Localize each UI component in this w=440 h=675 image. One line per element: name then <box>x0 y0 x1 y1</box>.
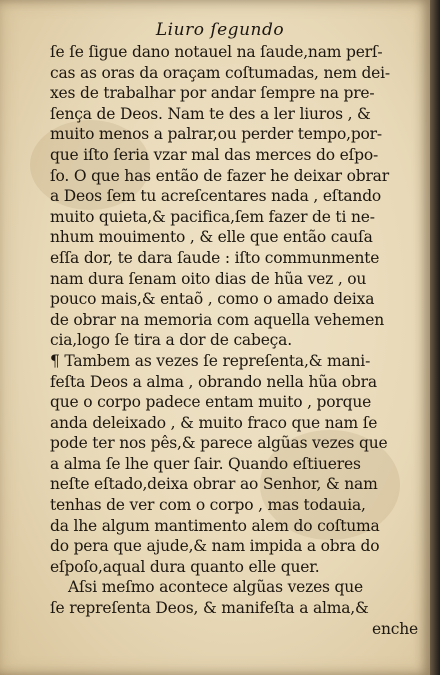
text-line: cia,logo ſe tira a dor de cabeça. <box>50 331 292 350</box>
text-line: eſſa dor, te dara ſaude : iſto communmente <box>50 248 380 267</box>
running-head: Liuro ſegundo <box>155 20 285 40</box>
text-line: pode ter nos pês,& parece algũas vezes que <box>50 434 388 453</box>
text-line: a alma ſe lhe quer ſair. Quando eſtiueres <box>50 454 361 473</box>
text-line: que iſto ſeria vzar mal das merces do eſpo- <box>50 145 378 164</box>
text-line: xes de trabalhar por andar ſempre na pre- <box>50 84 375 103</box>
text-line: feſta Deos a alma , obrando nella hũa obra <box>50 372 377 391</box>
text-line: neſte eſtado,deixa obrar ao Senhor, & nam <box>50 475 378 494</box>
page-edge <box>430 0 440 675</box>
text-line: que o corpo padece entam muito , porque <box>50 393 372 412</box>
text-line: muito menos a palrar,ou perder tempo,por- <box>50 125 382 144</box>
text-line: eſpoſo,aqual dura quanto elle quer. <box>50 557 320 576</box>
paragraph-start-line: Aſsi meſmo acontece algũas vezes que <box>68 578 364 597</box>
text-line: ſe repreſenta Deos, & manifeſta a alma,& <box>50 599 369 618</box>
text-line: tenhas de ver com o corpo , mas todauia, <box>50 496 366 515</box>
text-block <box>50 42 418 639</box>
text-line: da lhe algum mantimento alem do coſtuma <box>50 516 380 535</box>
text-line: pouco mais,& entaõ , como o amado deixa <box>50 290 375 309</box>
text-line: cas as oras da oraçam coſtumadas, nem dei- <box>50 63 390 82</box>
text-line: ſe ſe ſigue dano notauel na ſaude,nam perſ- <box>50 43 383 61</box>
text-line: de obrar na memoria com aquella vehemen <box>50 310 385 329</box>
text-line: nhum mouimento , & elle que então cauſa <box>50 228 373 247</box>
catchword: enche <box>372 619 418 638</box>
paragraph-start-line: ¶ Tambem as vezes ſe repreſenta,& mani- <box>50 351 371 370</box>
text-line: ſença de Deos. Nam te des a ler liuros , & <box>50 104 371 123</box>
text-line: do pera que ajude,& nam impida a obra do <box>50 537 380 556</box>
text-line: muito quieta,& pacifica,ſem fazer de ti ne- <box>50 207 375 226</box>
text-line: a Deos ſem tu acreſcentares nada , eſtando <box>50 187 382 206</box>
text-line: ſo. O que has então de fazer he deixar obrar <box>50 166 389 185</box>
text-line: nam dura ſenam oito dias de hũa vez , ou <box>50 269 367 288</box>
text-line: anda deleixado , & muito fraco que nam ſe <box>50 413 378 432</box>
